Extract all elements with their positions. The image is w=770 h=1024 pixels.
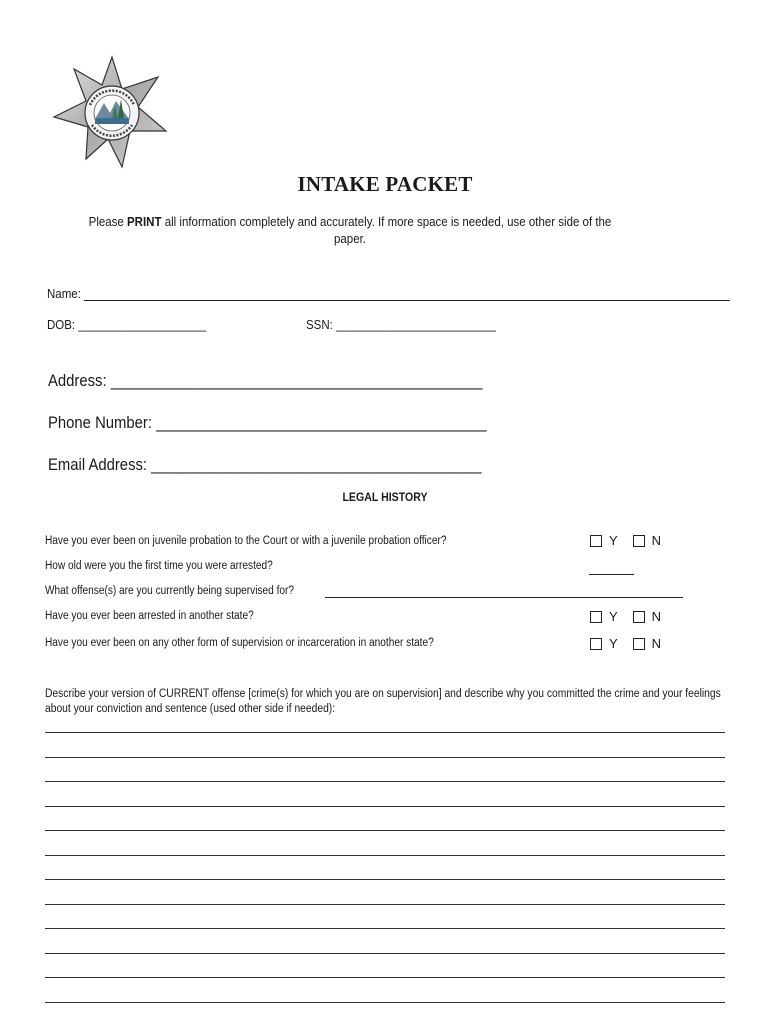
question-first-arrest-age: How old were you the first time you were arrested? <box>45 560 273 572</box>
dob-field[interactable]: DOB: ____________________ <box>47 318 207 332</box>
supervision-another-state-yn: Y N <box>590 636 676 651</box>
juvenile-probation-yn: Y N <box>590 533 676 548</box>
first-arrest-age-field[interactable] <box>589 574 634 575</box>
phone-number-field[interactable]: Phone Number: ________________________________________ <box>48 414 487 432</box>
legal-history-heading: LEGAL HISTORY <box>342 492 428 504</box>
narrative-line[interactable] <box>45 953 725 954</box>
supervision-another-state-no-checkbox[interactable] <box>633 638 645 650</box>
instructions-text: Please PRINT all information completely and accurately. If more space is needed, use other side of the paper. <box>88 215 612 246</box>
narrative-line[interactable] <box>45 1002 725 1003</box>
email-address-field[interactable]: Email Address: ________________________________________ <box>48 456 482 474</box>
name-label: Name: <box>47 287 81 301</box>
arrested-another-state-yn: Y N <box>590 609 676 624</box>
narrative-line[interactable] <box>45 732 725 733</box>
arrested-another-state-yes-checkbox[interactable] <box>590 611 602 623</box>
juvenile-probation-yes-checkbox[interactable] <box>590 535 602 547</box>
arrested-another-state-no-checkbox[interactable] <box>633 611 645 623</box>
ssn-field[interactable]: SSN: _________________________ <box>306 318 496 332</box>
question-supervision-another-state: Have you ever been on any other form of supervision or incarceration in another state? <box>45 637 434 649</box>
narrative-line[interactable] <box>45 879 725 880</box>
current-offense-narrative-prompt: Describe your version of CURRENT offense [crime(s) for which you are on supervision] and describe why you committed the crime and your feelings about your conviction and sentence (used other side if needed): <box>45 688 721 715</box>
narrative-line[interactable] <box>45 781 725 782</box>
question-juvenile-probation: Have you ever been on juvenile probation to the Court or with a juvenile probation officer? <box>45 535 447 547</box>
star-badge-icon <box>50 55 172 171</box>
question-current-offense: What offense(s) are you currently being supervised for? <box>45 585 295 597</box>
department-badge-logo <box>50 55 172 171</box>
narrative-line[interactable] <box>45 806 725 807</box>
name-field[interactable] <box>84 300 730 301</box>
page-title: INTAKE PACKET <box>297 172 473 196</box>
narrative-line[interactable] <box>45 830 725 831</box>
narrative-line[interactable] <box>45 904 725 905</box>
juvenile-probation-no-checkbox[interactable] <box>633 535 645 547</box>
narrative-line[interactable] <box>45 757 725 758</box>
narrative-line[interactable] <box>45 977 725 978</box>
current-offense-field[interactable] <box>325 597 683 598</box>
supervision-another-state-yes-checkbox[interactable] <box>590 638 602 650</box>
question-arrested-another-state: Have you ever been arrested in another state? <box>45 610 254 622</box>
address-field[interactable]: Address: _____________________________________________ <box>48 372 483 390</box>
narrative-line[interactable] <box>45 855 725 856</box>
narrative-line[interactable] <box>45 928 725 929</box>
